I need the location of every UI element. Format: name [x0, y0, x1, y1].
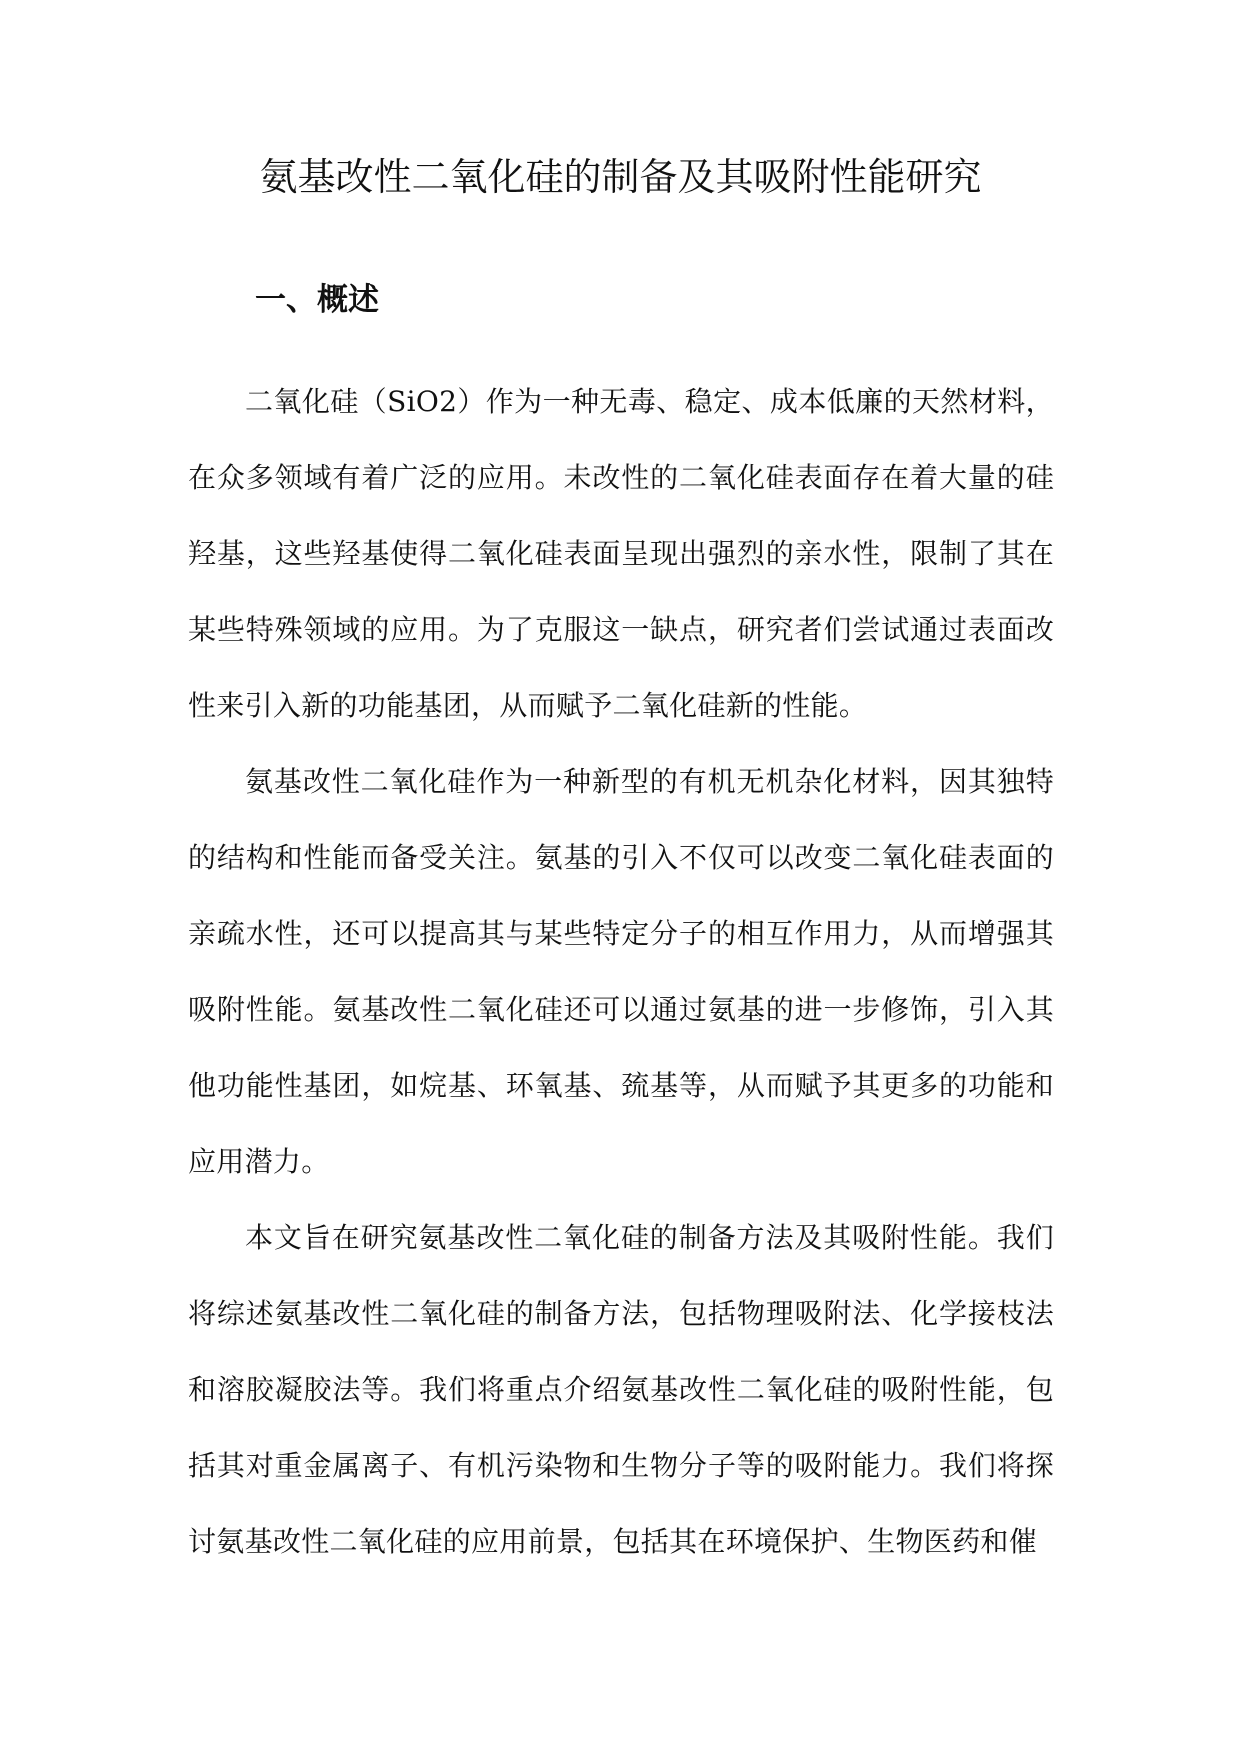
paragraph-3: 本文旨在研究氨基改性二氧化硅的制备方法及其吸附性能。我们将综述氨基改性二氧化硅的制备方法，包括物理吸附法、化学接枝法和溶胶凝胶法等。我们将重点介绍氨基改性二氧化硅的吸附性能，包括其对重金属离子、有机污染物和生物分子等的吸附能力。我们将探讨氨基改性二氧化硅的应用前景，包括其在环境保护、生物医药和催: [188, 1221, 1054, 1558]
section-heading-overview: 一、概述: [255, 282, 379, 318]
paragraph-1: 二氧化硅（SiO2）作为一种无毒、稳定、成本低廉的天然材料，在众多领域有着广泛的应用。未改性的二氧化硅表面存在着大量的硅羟基，这些羟基使得二氧化硅表面呈现出强烈的亲水性，限制了其在某些特殊领域的应用。为了克服这一缺点，研究者们尝试通过表面改性来引入新的功能基团，从而赋予二氧化硅新的性能。: [188, 385, 1054, 722]
paragraph-2: 氨基改性二氧化硅作为一种新型的有机无机杂化材料，因其独特的结构和性能而备受关注。氨基的引入不仅可以改变二氧化硅表面的亲疏水性，还可以提高其与某些特定分子的相互作用力，从而增强其吸附性能。氨基改性二氧化硅还可以通过氨基的进一步修饰，引入其他功能性基团，如烷基、环氧基、巯基等，从而赋予其更多的功能和应用潜力。: [188, 765, 1054, 1178]
document-title: 氨基改性二氧化硅的制备及其吸附性能研究: [259, 155, 982, 199]
document-body: [188, 364, 1054, 1580]
